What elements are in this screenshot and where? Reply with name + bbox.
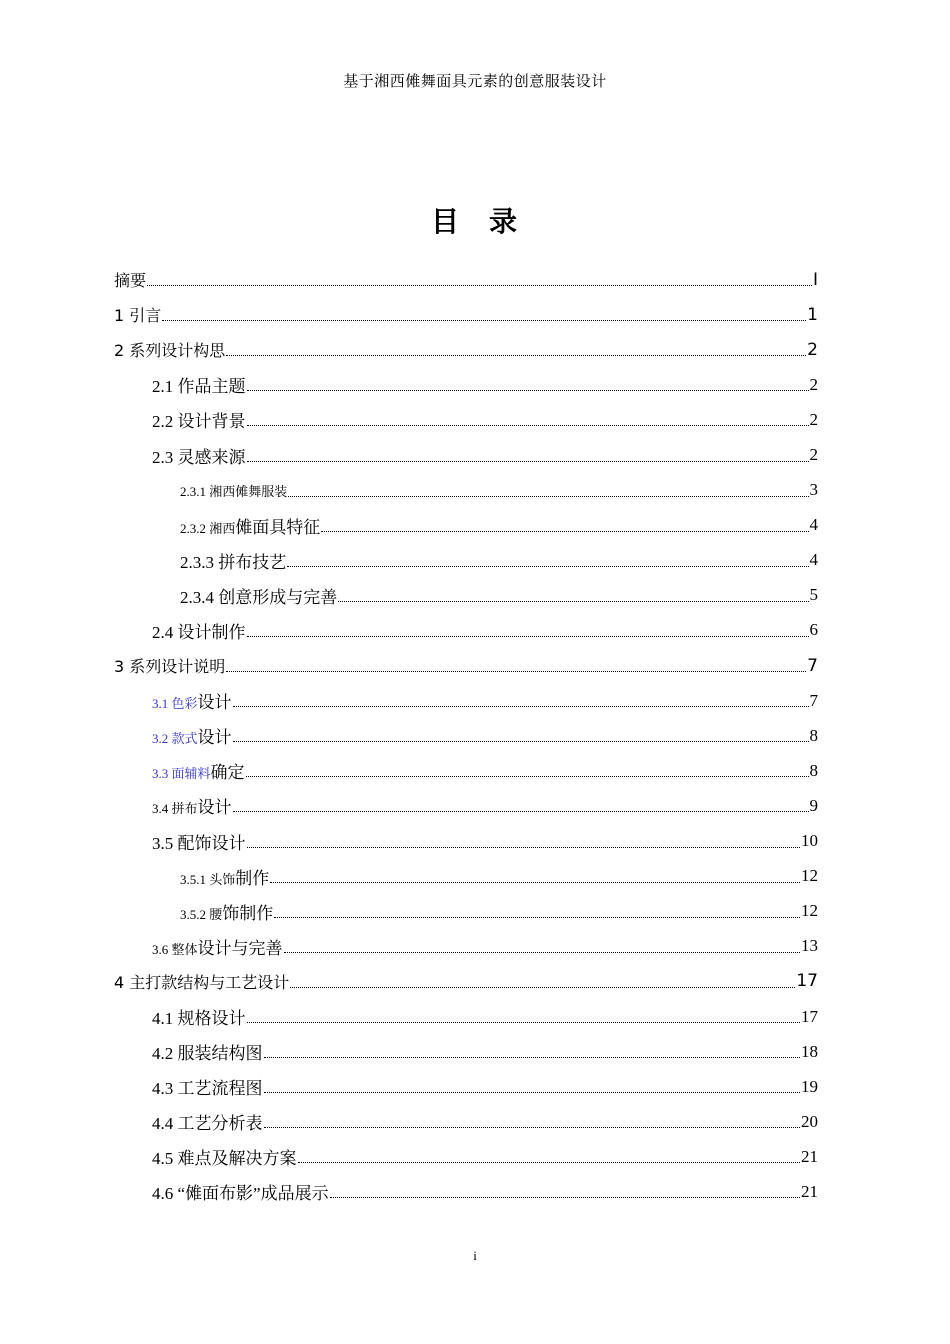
title-char-2: 录 <box>489 205 520 238</box>
toc-entry-2-2[interactable]: 2.2 设计背景 2 <box>152 409 818 432</box>
toc-entry-4-6[interactable]: 4.6 “傩面布影”成品展示 21 <box>152 1181 818 1204</box>
toc-entry-1[interactable]: 1 引言 1 <box>114 304 818 326</box>
toc-entry-3-2[interactable]: 3.2 款式设计 8 <box>152 725 818 748</box>
table-of-contents <box>114 262 818 1210</box>
toc-entry-4[interactable]: 4 主打款结构与工艺设计 17 <box>114 971 818 992</box>
toc-entry-2-3[interactable]: 2.3 灵感来源 2 <box>152 445 818 467</box>
toc-entry-3-1[interactable]: 3.1 色彩设计 7 <box>152 690 818 713</box>
toc-entry-3-3[interactable]: 3.3 面辅料确定 8 <box>152 760 818 783</box>
toc-entry-2-3-2[interactable]: 2.3.2 湘西傩面具特征 4 <box>180 515 818 537</box>
toc-entry-4-5[interactable]: 4.5 难点及解决方案 21 <box>152 1146 818 1169</box>
toc-entry-2-3-3[interactable]: 2.3.3 拼布技艺 4 <box>180 550 818 572</box>
running-header: 基于湘西傩舞面具元素的创意服装设计 <box>343 74 607 90</box>
toc-entry-3-5-2[interactable]: 3.5.2 腰饰制作 12 <box>180 901 818 923</box>
toc-entry-3-4[interactable]: 3.4 拼布设计 9 <box>152 795 818 818</box>
toc-entry-abstract[interactable]: 摘要 I <box>114 269 818 291</box>
toc-entry-4-2[interactable]: 4.2 服装结构图 18 <box>152 1041 818 1064</box>
toc-entry-2[interactable]: 2 系列设计构思 2 <box>114 339 818 361</box>
toc-entry-3[interactable]: 3 系列设计说明 7 <box>114 655 818 677</box>
toc-entry-4-1[interactable]: 4.1 规格设计 17 <box>152 1006 818 1029</box>
toc-entry-4-4[interactable]: 4.4 工艺分析表 20 <box>152 1111 818 1134</box>
toc-entry-2-1[interactable]: 2.1 作品主题 2 <box>152 374 818 397</box>
title-char-1: 目 <box>430 205 461 238</box>
toc-entry-3-6[interactable]: 3.6 整体设计与完善 13 <box>152 936 818 958</box>
toc-entry-2-3-1[interactable]: 2.3.1 湘西傩舞服装 3 <box>180 480 818 500</box>
toc-entry-3-5[interactable]: 3.5 配饰设计 10 <box>152 831 818 853</box>
page-title <box>0 200 950 240</box>
toc-entry-2-3-4[interactable]: 2.3.4 创意形成与完善 5 <box>180 585 818 607</box>
toc-entry-2-4[interactable]: 2.4 设计制作 6 <box>152 620 818 642</box>
toc-entry-4-3[interactable]: 4.3 工艺流程图 19 <box>152 1076 818 1099</box>
page-number: i <box>473 1248 477 1263</box>
toc-entry-3-5-1[interactable]: 3.5.1 头饰制作 12 <box>180 866 818 888</box>
